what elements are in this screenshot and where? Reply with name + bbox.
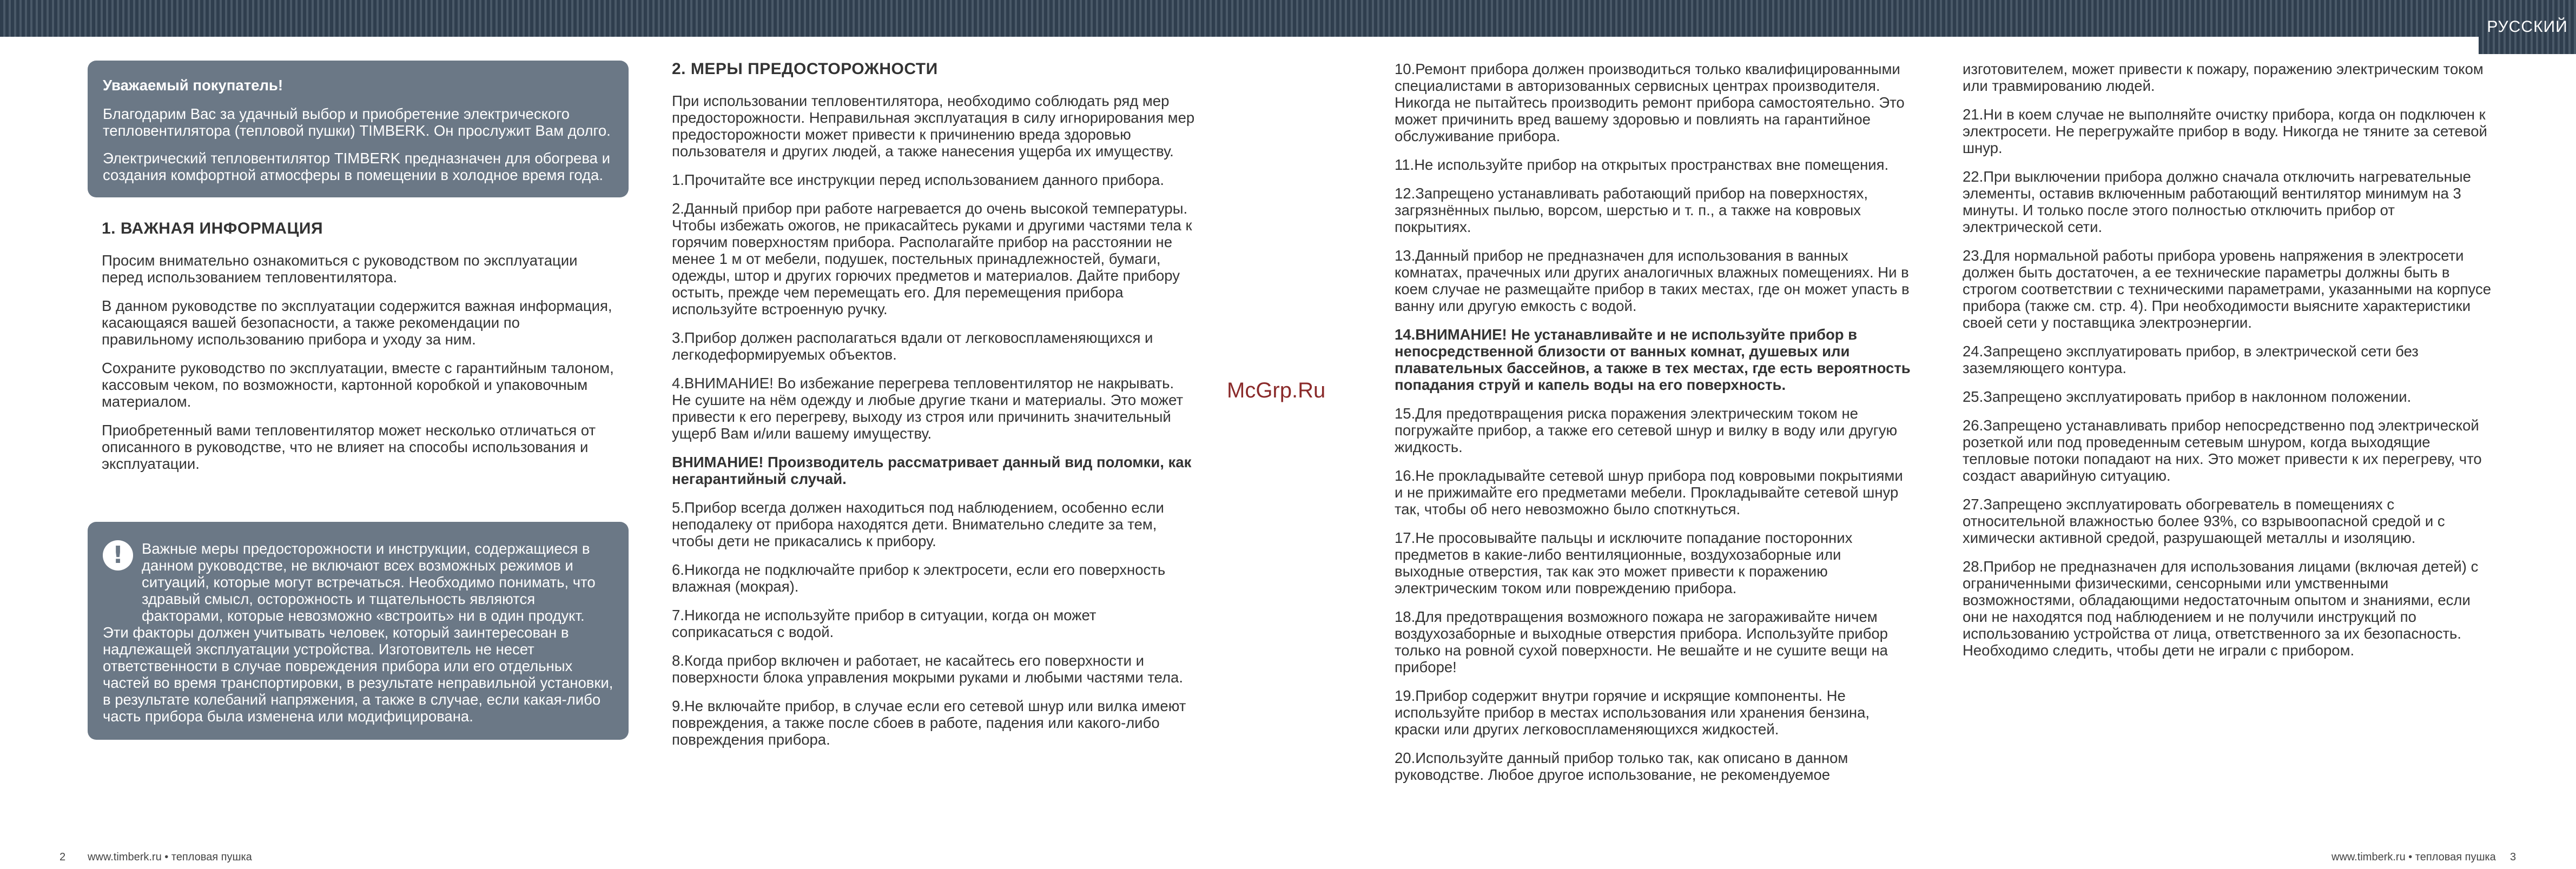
precaution-item-19: 19.Прибор содержит внутри горячие и искрящие компоненты. Не используйте прибор в местах использования или хранения бензина, краски или других легковоспламеняющихся жидкостей. <box>1395 687 1870 738</box>
intro-title: Уважаемый покупатель! <box>103 77 283 94</box>
page-number-right: 3 <box>2510 851 2516 863</box>
precaution-item-28: 28.Прибор не предназначен для использования лицами (включая детей) с ограниченными физическими, сенсорными или умственными возможностями, обладающими недостаточным опытом и знаниями, если они не находятся под наблюдением и не получили инструкций по использованию устройства от лица, ответственного за их безопасность. Необходимо следить, чтобы дети не играли с прибором. <box>1963 558 2479 659</box>
intro-paragraph-1: Благодарим Вас за удачный выбор и приобретение электрического тепловентилятора (тепловой пушки) TIMBERK. Он прослужит Вам долго. <box>103 105 611 139</box>
precaution-item-22: 22.При выключении прибора должно сначала отключить нагревательные элементы, оставив включенным работающий вентилятор минимум на 3 минуты. И только после этого полностью отключить прибор от электрической сети. <box>1963 168 2471 235</box>
precaution-item-15: 15.Для предотвращения риска поражения электрическим током не погружайте прибор, а также его сетевой шнур и вилку в воду или другую жидкость. <box>1395 405 1898 455</box>
section-1-paragraph-3: Сохраните руководство по эксплуатации, вместе с гарантийным талоном, кассовым чеком, по возможности, картонной коробкой и упаковочным материалом. <box>102 360 614 410</box>
precaution-item-7: 7.Никогда не используйте прибор в ситуации, когда он может соприкасаться с водой. <box>672 607 1097 640</box>
precaution-item-25: 25.Запрещено эксплуатировать прибор в наклонном положении. <box>1963 388 2412 405</box>
section-2-intro: При использовании тепловентилятора, необходимо соблюдать ряд мер предосторожности. Неправильная эксплуатация в силу игнорирования мер предосторожности может привести к причинению вреда здоровью пользователя и других людей, а также нанесения ущерба их имуществу. <box>672 92 1195 160</box>
precaution-item-20: 20.Используйте данный прибор только так, как описано в данном руководстве. Любое другое использование, не рекомендуемое <box>1395 749 1848 783</box>
precaution-item-13: 13.Данный прибор не предназначен для использования в ванных комнатах, прачечных или других аналогичных влажных помещениях. Ни в коем случае не размещайте прибор в таких местах, где он может упасть в ванну или другую емкость с водой. <box>1395 247 1910 314</box>
section-1-paragraph-1: Просим внимательно ознакомиться с руководством по эксплуатации перед использованием тепловентилятора. <box>102 252 578 286</box>
precaution-item-20-continued: изготовителем, может привести к пожару, поражению электрическим током или травмированию людей. <box>1963 61 2483 94</box>
intro-box <box>88 61 629 197</box>
precaution-item-6: 6.Никогда не подключайте прибор к электросети, если его поверхность влажная (мокрая). <box>672 561 1166 595</box>
column-2 <box>672 61 1197 760</box>
precaution-item-21: 21.Ни в коем случае не выполняйте очистку прибора, когда он подключен к электросети. Не перегружайте прибор в воду. Никогда не тяните за сетевой шнур. <box>1963 106 2487 156</box>
precaution-item-14: 14.ВНИМАНИЕ! Не устанавливайте и не используйте прибор в непосредственной близости от ванных комнат, душевых или плавательных бассейнов, а также в тех местах, где есть вероятность попадания струй и капель воды на его поверхность. <box>1395 326 1911 393</box>
column-3 <box>1395 61 1914 795</box>
attention-note: ВНИМАНИЕ! Производитель рассматривает данный вид поломки, как негарантийный случай. <box>672 454 1192 487</box>
precaution-item-10: 10.Ремонт прибора должен производиться только квалифицированными специалистами в авторизованных сервисных центрах производителя. Никогда не пытайтесь производить ремонт прибора самостоятельно. Это может причинить вред вашему здоровью и повлиять на гарантийное обслуживание прибора. <box>1395 61 1905 144</box>
footer-site-left: www.timberk.ru • тепловая пушка <box>88 851 252 863</box>
page-number-left: 2 <box>60 851 66 863</box>
precaution-item-4: 4.ВНИМАНИЕ! Во избежание перегрева тепловентилятор не накрывать. Не сушите на нём одежду и любые другие ткани и материалы. Это может привести к его перегреву, выходу из строя или причинить значительный ущерб Вам и/или вашему имуществу. <box>672 375 1184 442</box>
precaution-item-17: 17.Не просовывайте пальцы и исключите попадание посторонних предметов в какие-либо вентиляционные, воздухозаборные или выходные отверстия, так как это может привести к поражению электрическим током или повреждению прибора. <box>1395 529 1853 596</box>
precaution-item-27: 27.Запрещено эксплуатировать обогреватель в помещениях с относительной влажностью более 93%, со взрывоопасной средой и с химически активной средой, разрушающей металлы и изоляцию. <box>1963 496 2445 546</box>
precaution-item-24: 24.Запрещено эксплуатировать прибор, в электрической сети без заземляющего контура. <box>1963 343 2419 376</box>
precaution-item-3: 3.Прибор должен располагаться вдали от легковоспламеняющихся и легкодеформируемых объектов. <box>672 329 1153 363</box>
precaution-item-16: 16.Не прокладывайте сетевой шнур прибора под ковровыми покрытиями и не прижимайте его предметами мебели. Прокладывайте сетевой шнур так, чтобы об него невозможно было споткнуться. <box>1395 467 1903 518</box>
precaution-item-26: 26.Запрещено устанавливать прибор непосредственно под электрической розеткой или под проведенным сетевым шнуром, когда выходящие тепловые потоки попадают на них. Это может привести к их перегреву, что создаст аварийную ситуацию. <box>1963 417 2482 484</box>
precaution-item-23: 23.Для нормальной работы прибора уровень напряжения в электросети должен быть достаточен, а ее технические параметры должны быть в строгом соответствии с техническими параметрами, указанными на корпусе прибора (также см. стр. 4). При необходимости выясните характеристики своей сети у поставщика электроэнергии. <box>1963 247 2492 331</box>
section-1-paragraph-4: Приобретенный вами тепловентилятор может несколько отличаться от описанного в руководстве, что не влияет на способы использования и эксплуатации. <box>102 422 596 472</box>
header-stripe-bar <box>0 0 2576 37</box>
precaution-item-5: 5.Прибор всегда должен находиться под наблюдением, особенно если неподалеку от прибора находятся дети. Внимательно следите за тем, чтобы дети не прикасались к прибору. <box>672 499 1164 549</box>
precaution-item-18: 18.Для предотвращения возможного пожара не загораживайте ничем воздухозаборные и выходные отверстия прибора. Используйте прибор только на ровной сухой поверхности. Не вешайте и не сушите вещи на приборе! <box>1395 608 1888 675</box>
watermark-text: McGrp.Ru <box>1227 379 1326 402</box>
column-4 <box>1963 61 2493 671</box>
intro-paragraph-2: Электрический тепловентилятор TIMBERK предназначен для обогрева и создания комфортной атмосферы в помещении в холодное время года. <box>103 150 610 183</box>
warning-box <box>88 522 629 740</box>
warning-paragraph-1: Важные меры предосторожности и инструкции, содержащиеся в данном руководстве, не включают всех возможных режимов и ситуаций, которые могут встречаться. Необходимо понимать, что здравый смысл, осторожность и тщательность являются факторами, которые невозможно «встроить» ни в один продукт. <box>142 540 596 624</box>
exclamation-icon: ! <box>103 540 133 571</box>
precaution-item-2: 2.Данный прибор при работе нагревается до очень высокой температуры. Чтобы избежать ожогов, не прикасайтесь руками и другими частями тела к горячим поверхностям прибора. Располагайте прибор на расстоянии не менее 1 м от мебели, подушек, постельных принадлежностей, бумаги, одежды, штор и других горючих предметов и материалов. Дайте прибору остыть, прежде чем перемещать его. Для перемещения прибора используйте встроенную ручку. <box>672 200 1192 317</box>
section-1-heading: 1. ВАЖНАЯ ИНФОРМАЦИЯ <box>102 220 323 237</box>
section-1 <box>88 220 629 472</box>
precaution-item-11: 11.Не используйте прибор на открытых пространствах вне помещения. <box>1395 156 1889 173</box>
precaution-item-8: 8.Когда прибор включен и работает, не касайтесь его поверхности и поверхности блока управления мокрыми руками и любыми частями тела. <box>672 652 1183 686</box>
footer-site-right: www.timberk.ru • тепловая пушка <box>2331 851 2496 863</box>
precaution-item-12: 12.Запрещено устанавливать работающий прибор на поверхностях, загрязнённых пылью, ворсом, шерстью и т. п., а также на ковровых покрытиях. <box>1395 185 1868 235</box>
section-1-paragraph-2: В данном руководстве по эксплуатации содержится важная информация, касающаяся вашей безопасности, а также рекомендации по правильному использованию прибора и уходу за ним. <box>102 297 612 348</box>
language-tab: РУССКИЙ <box>2479 0 2576 54</box>
precaution-item-1: 1.Прочитайте все инструкции перед использованием данного прибора. <box>672 171 1164 188</box>
precaution-item-9: 9.Не включайте прибор, в случае если его сетевой шнур или вилка имеют повреждения, а также после сбоев в работе, падения или какого-либо повреждения прибора. <box>672 698 1186 748</box>
warning-paragraph-2: Эти факторы должен учитывать человек, который заинтересован в надлежащей эксплуатации устройства. Изготовитель не несет ответственности в случае повреждения прибора или его отдельных частей во время транспортировки, в результате неправильной установки, в результате колебаний напряжения, а также в случае, если какая-либо часть прибора была изменена или модифицирована. <box>103 624 613 725</box>
column-1 <box>88 61 629 740</box>
section-2-heading: 2. МЕРЫ ПРЕДОСТОРОЖНОСТИ <box>672 60 938 78</box>
